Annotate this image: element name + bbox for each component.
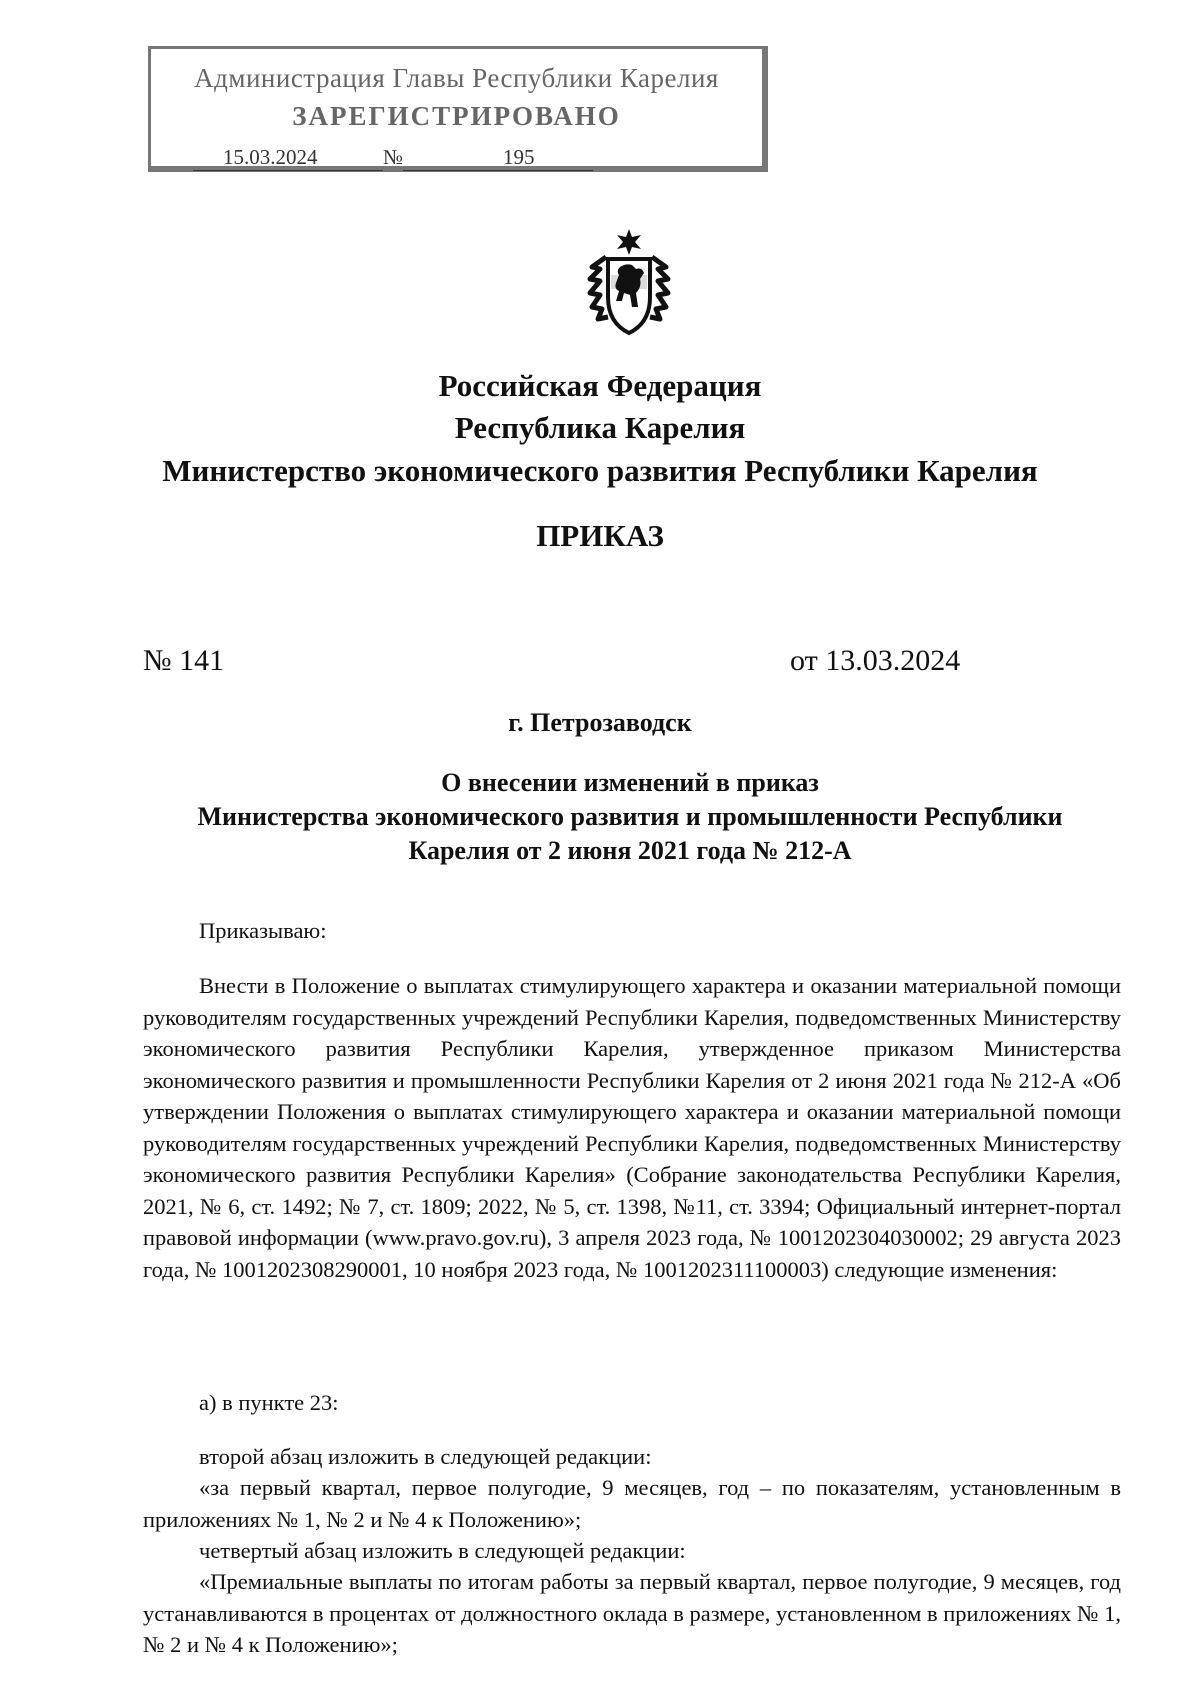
fourth-paragraph-text: «Премиальные выплаты по итогам работы за первый квартал, первое полугодие, 9 месяцев, год устанавливаются в процентах от должностного оклада в размере, установленном в приложениях № 1, № 2 и № 4 к Положению»; [143, 1569, 1121, 1657]
stamp-organization: Администрация Главы Республики Карелия [194, 63, 719, 93]
document-title [140, 766, 1120, 868]
stamp-registration-line [193, 145, 593, 171]
order-phrase: Приказываю: [199, 918, 327, 943]
fourth-paragraph-instruction: четвертый абзац изложить в следующей редакции: [199, 1538, 686, 1563]
order-date: от 13.03.2024 [790, 644, 961, 677]
title-line-2: Министерства экономического развития и промышленности Республики [197, 802, 1063, 831]
stamp-gap [343, 145, 383, 171]
document-type: ПРИКАЗ [536, 518, 664, 553]
header-ministry: Министерство экономического развития Республики Карелия [162, 453, 1038, 488]
header-republic: Республика Карелия [454, 410, 746, 445]
main-paragraph: Внести в Положение о выплатах стимулирующего характера и оказании материальной помощи руководителям государственных учреждений Республики Карелия, подведомственных Министерству экономического развития Республики Карелия, утвержденное приказом Министерства экономического развития и промышленности Республики Карелия от 2 июня 2021 года № 212-А «Об утверждении Положения о выплатах стимулирующего характера и оказании материальной помощи руководителям государственных учреждений Республики Карелия, подведомственных Министерству экономического развития Республики Карелия» (Собрание законодательства Республики Карелия, 2021, № 6, ст. 1492; № 7, ст. 1809; 2022, № 5, ст. 1398, №11, ст. 3394; Официальный интернет-портал правовой информации (www.pravo.gov.ru), 3 апреля 2023 года, № 1001202304030002; 29 августа 2023 года, № 1001202308290001, 10 ноября 2023 года, № 1001202311100003) следующие изменения: [143, 973, 1121, 1282]
stamp-number: 195 [403, 145, 593, 171]
city: г. Петрозаводск [508, 708, 692, 737]
title-line-1: О внесении изменений в приказ [441, 768, 819, 797]
title-line-3: Карелия от 2 июня 2021 года № 212-А [408, 836, 852, 865]
karelia-coat-of-arms-icon [586, 227, 672, 339]
order-number: № 141 [143, 644, 225, 677]
header-country: Российская Федерация [438, 368, 762, 403]
stamp-date: 15.03.2024 [193, 145, 343, 171]
second-paragraph-text: «за первый квартал, первое полугодие, 9 месяцев, год – по показателям, установленным в приложениях № 1, № 2 и № 4 к Положению»; [143, 1475, 1121, 1532]
stamp-registered-label: ЗАРЕГИСТРИРОВАНО [292, 101, 621, 131]
second-paragraph-instruction: второй абзац изложить в следующей редакции: [199, 1444, 652, 1469]
item-a: а) в пункте 23: [199, 1390, 339, 1415]
stamp-number-sign: № [383, 145, 404, 169]
registration-stamp [148, 46, 768, 172]
